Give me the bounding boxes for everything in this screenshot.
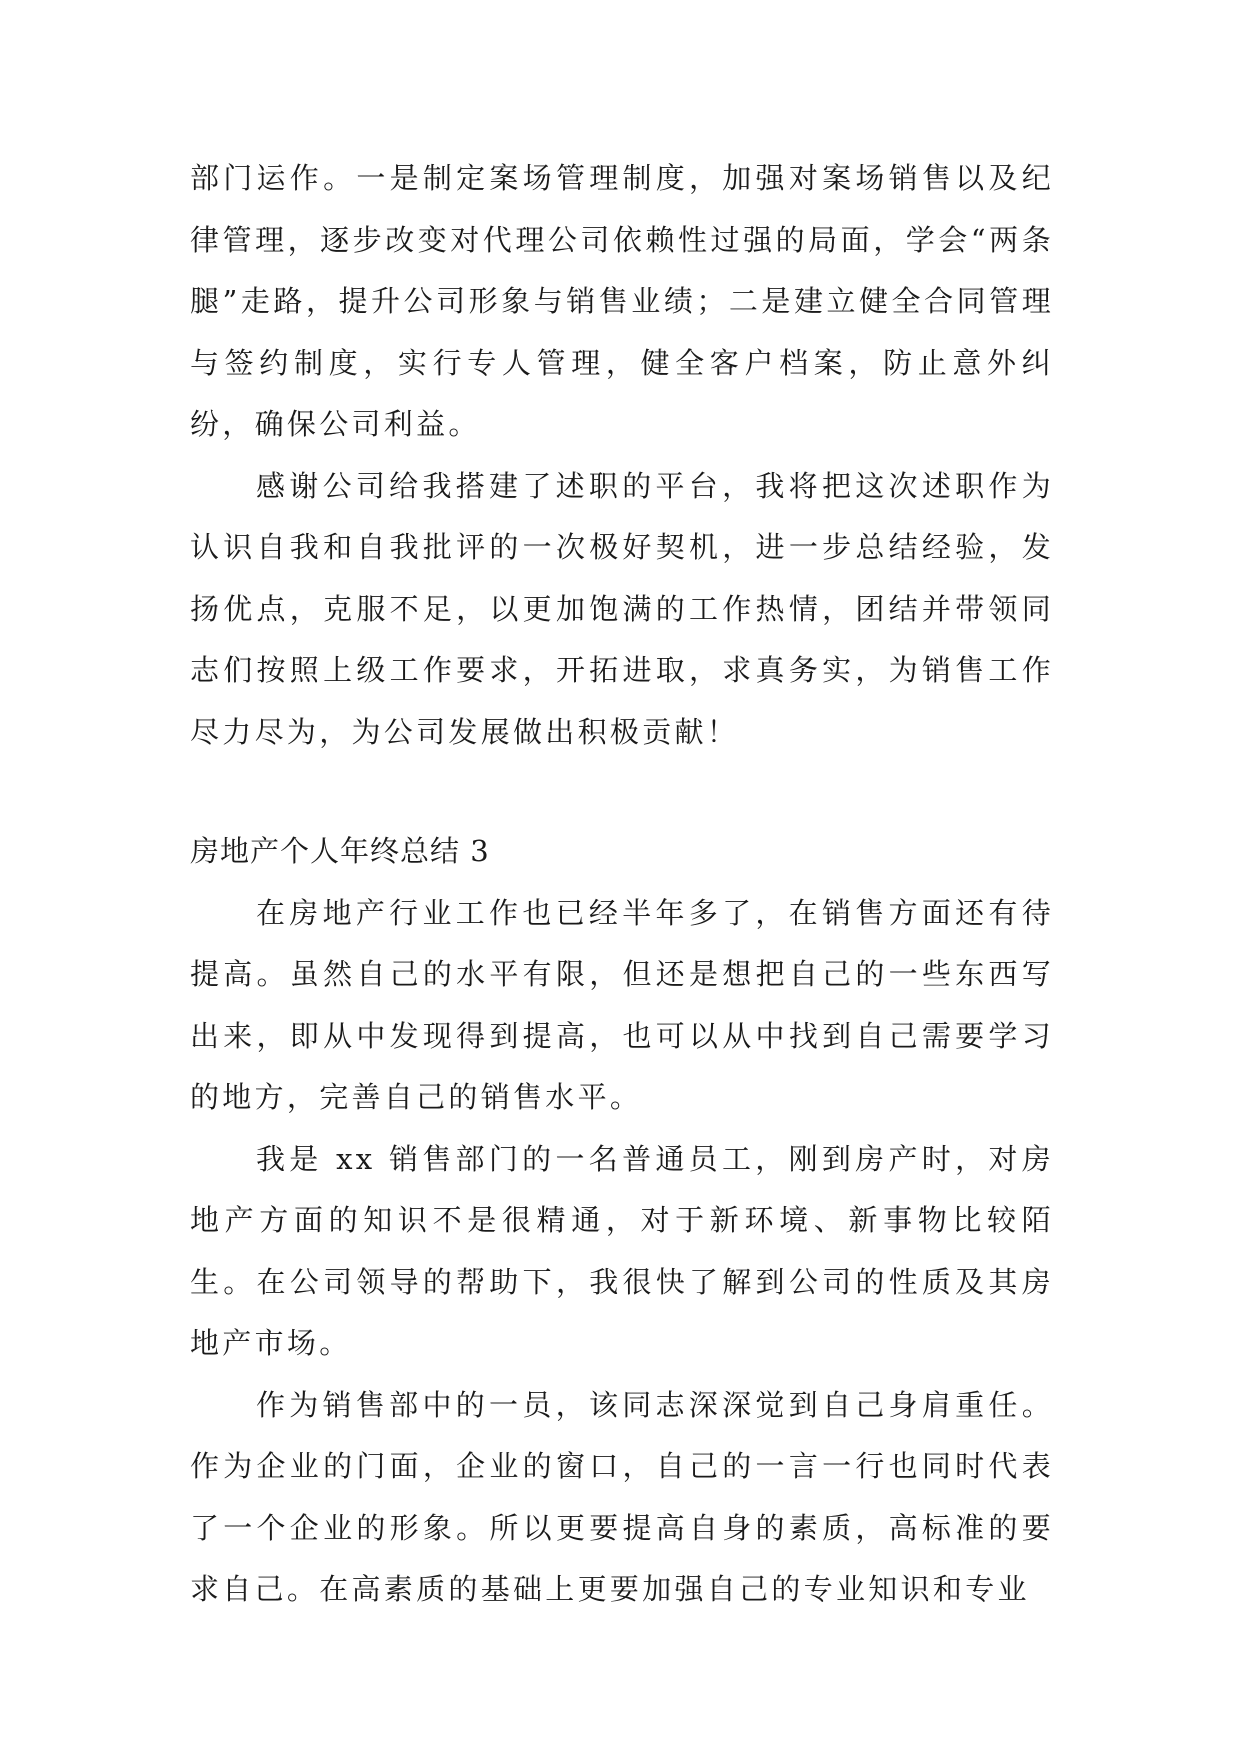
paragraph-self-introduction: 我是 xx 销售部门的一名普通员工，刚到房产时，对房地产方面的知识不是很精通，对于新环境、新事物比较陌生。在公司领导的帮助下，我很快了解到公司的性质及其房地产市场。 xyxy=(190,1141,1054,1360)
document-body xyxy=(190,148,1054,1621)
paragraph-intro: 在房地产行业工作也已经半年多了，在销售方面还有待提高。虽然自己的水平有限，但还是想把自己的一些东西写出来，即从中发现得到提高，也可以从中找到自己需要学习的地方，完善自己的销售水平。 xyxy=(190,895,1054,1114)
paragraph-responsibility: 作为销售部中的一员，该同志深深觉到自己身肩重任。作为企业的门面，企业的窗口，自己的一言一行也同时代表了一个企业的形象。所以更要提高自身的素质，高标准的要求自己。在高素质的基础上更要加强自己的专业知识和专业 xyxy=(190,1387,1054,1606)
paragraph-continuation: 部门运作。一是制定案场管理制度，加强对案场销售以及纪律管理，逐步改变对代理公司依赖性过强的局面，学会“两条腿”走路，提升公司形象与销售业绩；二是建立健全合同管理与签约制度，实行专人管理，健全客户档案，防止意外纠纷，确保公司利益。 xyxy=(190,161,1054,441)
paragraph-thanks: 感谢公司给我搭建了述职的平台，我将把这次述职作为认识自我和自我批评的一次极好契机，进一步总结经验，发扬优点，克服不足，以更加饱满的工作热情，团结并带领同志们按照上级工作要求，开拓进取，求真务实，为销售工作尽力尽为，为公司发展做出积极贡献！ xyxy=(190,468,1054,749)
section-heading: 房地产个人年终总结 3 xyxy=(190,834,490,868)
section-spacer xyxy=(190,763,1054,821)
